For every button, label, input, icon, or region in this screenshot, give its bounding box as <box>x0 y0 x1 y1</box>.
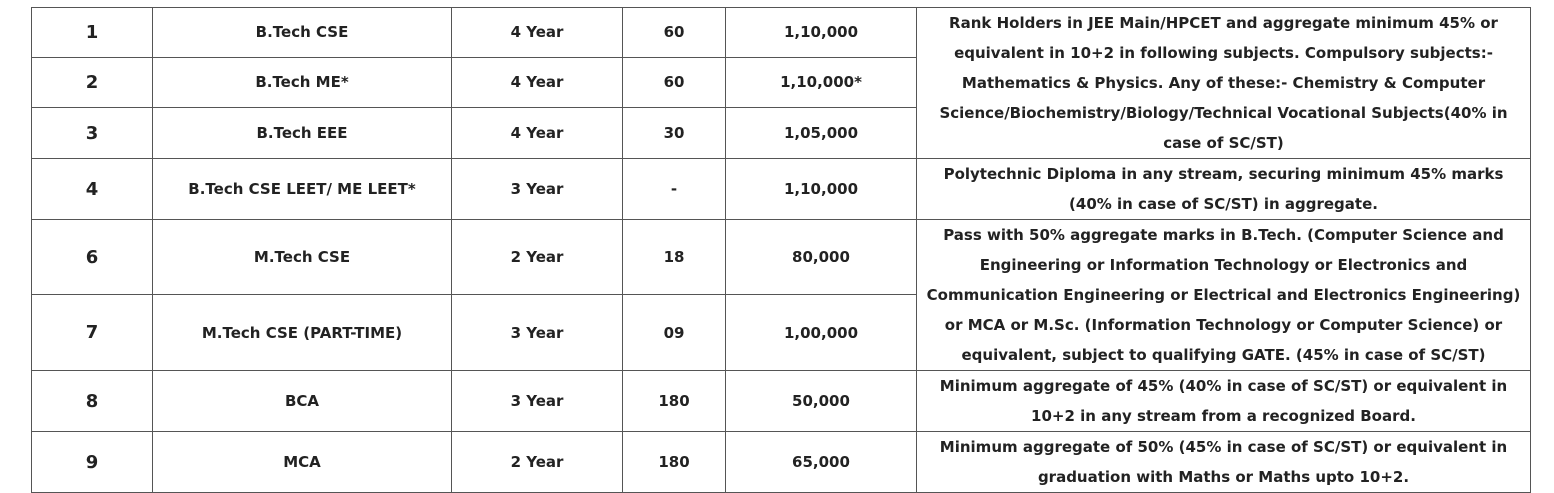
table-row <box>32 159 1531 220</box>
seats-cell: 180 <box>623 371 726 432</box>
duration-cell: 2 Year <box>452 220 623 295</box>
eligibility-cell: Minimum aggregate of 45% (40% in case of SC/ST) or equivalent in 10+2 in any stream from a recognized Board. <box>917 371 1531 432</box>
program-name-cell: M.Tech CSE (PART-TIME) <box>153 295 452 371</box>
duration-cell: 3 Year <box>452 371 623 432</box>
programs-table <box>31 7 1531 493</box>
seats-cell: - <box>623 159 726 220</box>
fee-cell: 1,00,000 <box>726 295 917 371</box>
fee-cell: 1,10,000 <box>726 8 917 58</box>
seats-cell: 60 <box>623 8 726 58</box>
program-name-cell: BCA <box>153 371 452 432</box>
duration-cell: 4 Year <box>452 8 623 58</box>
program-name-cell: B.Tech CSE LEET/ ME LEET* <box>153 159 452 220</box>
seats-cell: 180 <box>623 432 726 493</box>
table-row <box>32 8 1531 58</box>
duration-cell: 4 Year <box>452 108 623 159</box>
program-name-cell: B.Tech CSE <box>153 8 452 58</box>
eligibility-cell: Pass with 50% aggregate marks in B.Tech. (Computer Science and Engineering or Information Technology or Electronics and Communication Engineering or Electrical and Electronics Engineering) or MCA or M.Sc. (Information Technology or Computer Science) or equivalent, subject to qualifying GATE. (45% in case of SC/ST) <box>917 220 1531 371</box>
duration-cell: 3 Year <box>452 295 623 371</box>
duration-cell: 4 Year <box>452 57 623 108</box>
serial-number-cell: 2 <box>32 57 153 108</box>
duration-cell: 2 Year <box>452 432 623 493</box>
serial-number-cell: 7 <box>32 295 153 371</box>
serial-number-cell: 8 <box>32 371 153 432</box>
serial-number-cell: 3 <box>32 108 153 159</box>
table-row <box>32 371 1531 432</box>
serial-number-cell: 9 <box>32 432 153 493</box>
fee-cell: 1,10,000* <box>726 57 917 108</box>
serial-number-cell: 4 <box>32 159 153 220</box>
eligibility-cell: Rank Holders in JEE Main/HPCET and aggregate minimum 45% or equivalent in 10+2 in following subjects. Compulsory subjects:-Mathematics & Physics. Any of these:- Chemistry & Computer Science/Biochemistry/Biology/Technical Vocational Subjects(40% in case of SC/ST) <box>917 8 1531 159</box>
program-name-cell: B.Tech EEE <box>153 108 452 159</box>
eligibility-cell: Minimum aggregate of 50% (45% in case of SC/ST) or equivalent in graduation with Maths or Maths upto 10+2. <box>917 432 1531 493</box>
table-row <box>32 220 1531 295</box>
program-name-cell: M.Tech CSE <box>153 220 452 295</box>
eligibility-cell: Polytechnic Diploma in any stream, securing minimum 45% marks (40% in case of SC/ST) in aggregate. <box>917 159 1531 220</box>
program-name-cell: MCA <box>153 432 452 493</box>
serial-number-cell: 6 <box>32 220 153 295</box>
serial-number-cell: 1 <box>32 8 153 58</box>
seats-cell: 09 <box>623 295 726 371</box>
seats-cell: 18 <box>623 220 726 295</box>
seats-cell: 30 <box>623 108 726 159</box>
fee-cell: 50,000 <box>726 371 917 432</box>
table-row <box>32 432 1531 493</box>
fee-cell: 80,000 <box>726 220 917 295</box>
fee-cell: 65,000 <box>726 432 917 493</box>
seats-cell: 60 <box>623 57 726 108</box>
fee-cell: 1,05,000 <box>726 108 917 159</box>
duration-cell: 3 Year <box>452 159 623 220</box>
program-name-cell: B.Tech ME* <box>153 57 452 108</box>
fee-cell: 1,10,000 <box>726 159 917 220</box>
